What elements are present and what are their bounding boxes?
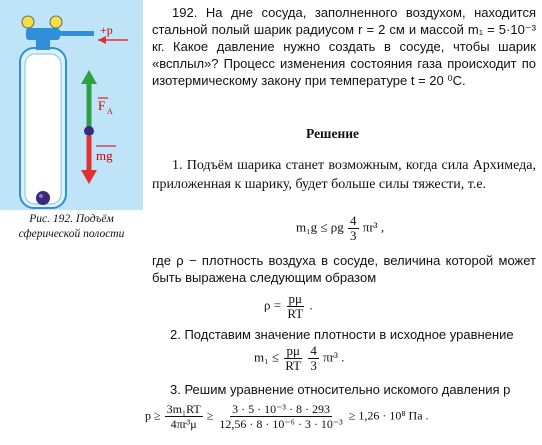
eq4-fraction-1 — [165, 402, 203, 431]
eq2-fraction — [285, 292, 305, 321]
equation-3 — [254, 344, 344, 373]
pressure-label: +p — [100, 23, 113, 37]
eq4-left: p ≥ — [145, 408, 161, 423]
eq3-denominator-2: 3 — [310, 358, 317, 373]
eq2-numerator: pμ — [288, 291, 302, 306]
step-1-text: 1. Подъём шарика станет возможным, когда сила Архимеда, приложенная к шарику, будет больше силы тяжести, т.е. — [152, 158, 536, 192]
eq1-right: πr³ , — [362, 219, 385, 235]
eq1-fraction — [348, 214, 359, 243]
eq4-fraction-2 — [217, 402, 344, 431]
where-text: где ρ − плотность воздуха в сосуде, величина которой может быть выражена следующим образом — [152, 253, 536, 285]
valve-pipe — [58, 31, 94, 36]
solution-step-1 — [152, 156, 536, 194]
valve-knob-left — [22, 16, 34, 28]
eq1-left: m₁g ≤ ρg — [296, 219, 344, 235]
eq1-denominator: 3 — [350, 228, 357, 243]
eq3-left: m₁ ≤ — [254, 349, 280, 365]
step-3-text: 3. Решим уравнение относительно искомого давления p — [170, 382, 511, 397]
valve-knob-right — [50, 16, 62, 28]
solution-heading: Решение — [306, 126, 359, 141]
eq3-denominator-1: RT — [285, 358, 302, 373]
eq4-numerator-1: 3m₁RT — [166, 402, 201, 416]
eq3-fraction-2 — [308, 344, 319, 373]
eq1-numerator: 4 — [350, 213, 357, 228]
eq4-denominator-2: 12,56 · 8 · 10⁻⁶ · 3 · 10⁻³ — [219, 417, 343, 431]
archimedes-arrow-head — [81, 70, 97, 84]
caption-line-1: Рис. 192. Подъём — [29, 213, 114, 225]
pressure-arrow-head — [98, 36, 106, 44]
gravity-arrow-head — [81, 170, 97, 184]
gravity-force-label: mg — [96, 148, 113, 163]
figure-panel — [0, 0, 143, 210]
eq2-left: ρ = — [264, 297, 282, 313]
eq4-result: ≥ 1,26 · 10⁸ Па . — [348, 408, 429, 423]
equation-1 — [296, 214, 384, 243]
eq2-denominator: RT — [287, 306, 304, 321]
eq3-numerator-1: pμ — [286, 343, 300, 358]
gas-cylinder-illustration — [0, 0, 143, 210]
eq3-right: πr³ . — [323, 349, 345, 365]
bottom-ball — [36, 191, 50, 205]
eq4-denominator-1: 4πr³μ — [170, 417, 197, 431]
figure-caption — [0, 212, 143, 242]
archimedes-force-subscript: A — [107, 107, 113, 116]
eq4-ge: ≥ — [206, 408, 214, 423]
eq3-numerator-2: 4 — [310, 343, 317, 358]
bottom-ball-highlight — [39, 194, 43, 198]
floating-ball — [84, 126, 94, 136]
valve-body — [26, 28, 60, 40]
solution-step-2 — [170, 326, 514, 343]
archimedes-force-label: F — [98, 98, 106, 113]
problem-statement — [152, 4, 536, 89]
eq2-end: . — [309, 297, 313, 313]
problem-text: 192. На дне сосуда, заполненного воздухом, находится стальной полый шарик радиусом r = 2 см и массой m₁ = 5·10⁻³ кг. Какое давление нужно создать в сосуде, чтобы шарик «всплыл»? Процесс изменения состояния газа происходит по изотермическому закону при температуре t = 20 ⁰С. — [152, 5, 536, 88]
cylinder-inner — [25, 54, 61, 204]
equation-2 — [264, 292, 313, 321]
equation-4 — [145, 402, 429, 431]
eq4-numerator-2: 3 · 5 · 10⁻³ · 8 · 293 — [232, 402, 330, 416]
solution-step-3 — [170, 381, 510, 398]
eq3-fraction-1 — [283, 344, 303, 373]
density-explanation — [152, 252, 536, 286]
caption-line-2: сферической полости — [18, 228, 125, 240]
step-2-text: 2. Подставим значение плотности в исходное уравнение — [170, 327, 514, 342]
